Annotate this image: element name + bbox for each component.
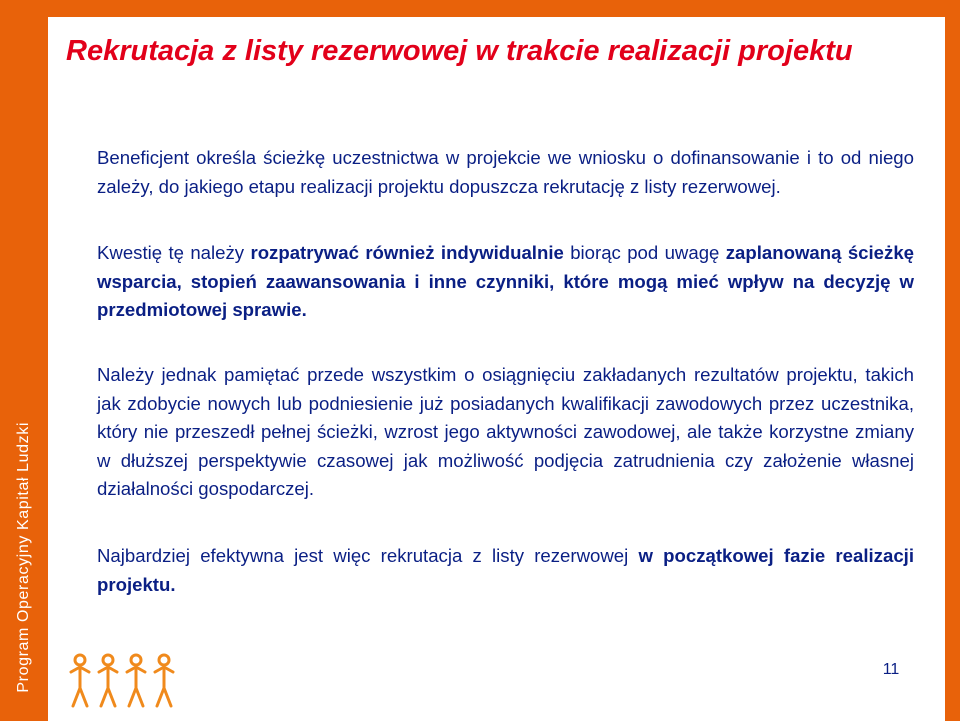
- paragraph-2: [97, 239, 914, 325]
- people-figures-logo-icon: [68, 652, 178, 710]
- paragraph-2-text-c: biorąc pod uwagę: [563, 242, 726, 264]
- paragraph-1: Beneficjent określa ścieżkę uczestnictwa w projekcie we wniosku o dofinansowanie i to od niego zależy, do jakiego etapu realizacji projektu dopuszcza rekrutację z listy rezerwowej.: [97, 147, 914, 197]
- paragraph-4-bold-b: w początkowej fazie realizacji projektu.: [97, 544, 914, 595]
- paragraph-2-bold-d: zaplanowaną ścieżkę wsparcia, stopień zaawansowania i inne czynniki, które mogą mieć wpływ na decyzję w przedmiotowej sprawie.: [97, 242, 914, 321]
- paragraph-4: [97, 542, 914, 599]
- top-orange-bar: [0, 0, 960, 17]
- right-orange-bar: [945, 0, 960, 721]
- slide-body: [97, 144, 914, 599]
- paragraph-2-text-a: Kwestię tę należy: [97, 242, 251, 264]
- sidebar-program-name: Program Operacyjny Kapitał Ludzki: [15, 422, 32, 693]
- slide-title: Rekrutacja z listy rezerwowej w trakcie realizacji projektu: [66, 35, 853, 67]
- page-number: 11: [882, 661, 900, 678]
- paragraph-2-bold-b: rozpatrywać również indywidualnie: [250, 242, 564, 264]
- sidebar-label: [0, 0, 48, 721]
- paragraph-3: Należy jednak pamiętać przede wszystkim o osiągnięciu zakładanych rezultatów projektu, takich jak zdobycie nowych lub podniesienie już posiadanych kwalifikacji zawodowych przez uczestnika, który nie przeszedł pełnej ścieżki, wzrost jego aktywności zawodowej, ale także korzystne zmiany w dłuższej perspektywie czasowej jak możliwość podjęcia zatrudnienia czy założenie własnej działalności gospodarczej.: [97, 363, 914, 500]
- paragraph-4-text-a: Najbardziej efektywna jest więc rekrutacja z listy rezerwowej: [97, 544, 639, 566]
